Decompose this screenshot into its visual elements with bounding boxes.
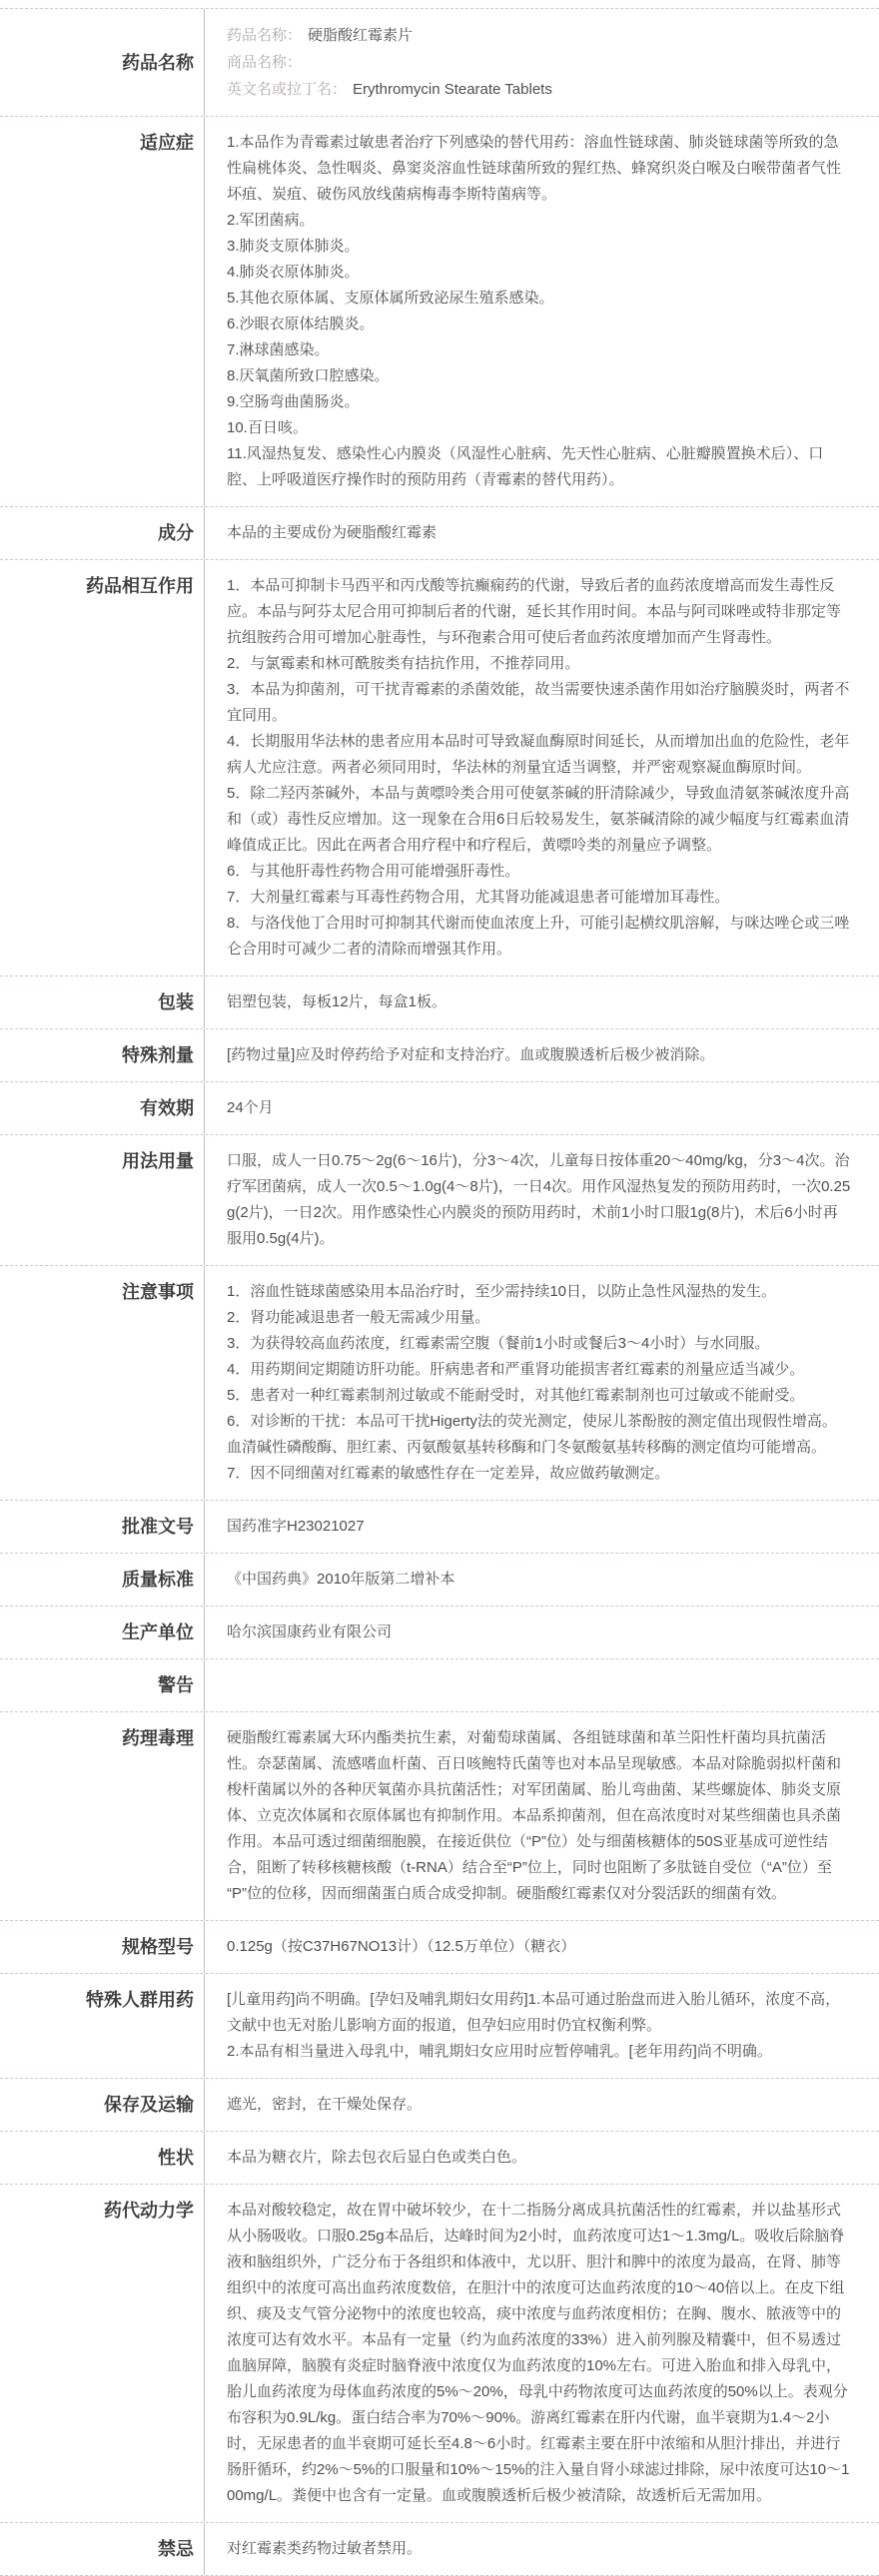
content-line: 7．因不同细菌对红霉素的敏感性存在一定差异，故应做药敏测定。: [227, 1465, 670, 1482]
section-label: 性状: [158, 2148, 194, 2168]
section-label: 成分: [158, 523, 194, 543]
section-content: [204, 1659, 879, 1711]
table-row: [0, 1082, 879, 1135]
content-line: 1．溶血性链球菌感染用本品治疗时，至少需持续10日，以防止急性风湿热的发生。: [227, 1283, 777, 1300]
field-value: 硬脂酸红霉素片: [308, 27, 414, 44]
section-content: [204, 2079, 879, 2131]
content-line: 遮光，密封，在干燥处保存。: [227, 2096, 423, 2113]
field-line: [227, 49, 851, 76]
section-label: 适应症: [140, 133, 194, 153]
content-line: 2．肾功能减退患者一般无需减少用量。: [227, 1309, 490, 1326]
content-line: 对红霉素类药物过敏者禁用。: [227, 2540, 423, 2557]
field-line: [227, 76, 851, 103]
section-content: [204, 117, 879, 506]
section-content: [204, 1554, 879, 1606]
section-label: 质量标准: [122, 1570, 194, 1590]
content-line: 8.厌氧菌所致口腔感染。: [227, 367, 390, 384]
content-line: 本品对酸较稳定，故在胃中破坏较少，在十二指肠分离成具抗菌活性的红霉素，并以盐基形式从小肠吸收。口服0.25g本品后，达峰时间为2小时，血药浓度可达1～1.3mg/L。吸收后除脑脊液和脑组织外，广泛分布于各组织和体液中，尤以肝、胆汁和脾中的浓度为最高，在肾、肺等组织中的浓度可高出血药浓度数倍，在胆汁中的浓度可达血药浓度的10～40倍以上。在皮下组织、痰及支气管分泌物中的浓度也较高，痰中浓度与血药浓度相仿；在胸、腹水、脓液等中的浓度可达有效水平。本品有一定量（约为血药浓度的33%）进入前列腺及精囊中，但不易透过血脑屏障，脑膜有炎症时脑脊液中浓度仅为血药浓度的10%左右。可进入胎血和排入母乳中，胎儿血药浓度为母体血药浓度的5%～20%，母乳中药物浓度可达血药浓度的50%以上。表观分布容积为0.9L/kg。蛋白结合率为70%～90%。游离红霉素在肝内代谢，血半衰期为1.4～2小时，无尿患者的血半衰期可延长至4.8～6小时。红霉素主要在肝中浓缩和从胆汁排出，并进行肠肝循环，约2%～5%的口服量和10%～15%的注入量自肾小球滤过排除，尿中浓度可达10～100mg/L。粪便中也含有一定量。血或腹膜透析后极少被清除，故透析后无需加用。: [227, 2202, 850, 2504]
table-row: [0, 1659, 879, 1712]
table-row: [0, 560, 879, 976]
section-label: 保存及运输: [104, 2095, 194, 2115]
content-line: 2．与氯霉素和林可酰胺类有拮抗作用，不推荐同用。: [227, 655, 580, 672]
section-label: 注意事项: [122, 1282, 194, 1302]
section-content: [204, 1974, 879, 2078]
section-label: 用法用量: [122, 1151, 194, 1171]
content-line: [227, 1672, 851, 1698]
field-label: 商品名称：: [227, 54, 303, 71]
section-content: [204, 9, 879, 116]
section-label: 包装: [158, 992, 194, 1012]
section-content: [204, 2523, 879, 2575]
section-content: [204, 976, 879, 1028]
table-row: [0, 976, 879, 1029]
content-line: 《中国药典》2010年版第二增补本: [227, 1571, 455, 1588]
section-label: 药品相互作用: [86, 576, 194, 596]
content-line: 硬脂酸红霉素属大环内酯类抗生素，对葡萄球菌属、各组链球菌和革兰阳性杆菌均具抗菌活性。奈瑟菌属、流感嗜血杆菌、百日咳鲍特氏菌等也对本品呈现敏感。本品对除脆弱拟杆菌和梭杆菌属以外的各种厌氧菌亦具抗菌活性；对军团菌属、胎儿弯曲菌、某些螺旋体、肺炎支原体、立克次体属和衣原体属也有抑制作用。本品系抑菌剂，但在高浓度时对某些细菌也具杀菌作用。本品可透过细菌细胞膜，在接近供位（“P”位）处与细菌核糖体的50S亚基成可逆性结合，阻断了转移核糖核酸（t-RNA）结合至“P”位上，同时也阻断了多肽链自受位（“A”位）至“P”位的位移，因而细菌蛋白质合成受抑制。硬脂酸红霉素仅对分裂活跃的细菌有效。: [227, 1729, 842, 1902]
field-label: 英文名或拉丁名：: [227, 81, 348, 98]
content-line: 铝塑包装，每板12片，每盒1板。: [227, 993, 447, 1010]
table-row: [0, 1712, 879, 1921]
section-content: [204, 560, 879, 975]
table-row: [0, 2079, 879, 2132]
section-label: 生产单位: [122, 1622, 194, 1642]
table-row: [0, 2132, 879, 2185]
section-content: [204, 1266, 879, 1500]
section-label: 特殊人群用药: [86, 1990, 194, 2010]
section-content: [204, 1029, 879, 1081]
content-line: 2.军团菌病。: [227, 212, 315, 229]
content-line: 4.肺炎衣原体肺炎。: [227, 264, 360, 281]
section-content: [204, 1135, 879, 1265]
table-row: [0, 1135, 879, 1266]
table-row: [0, 117, 879, 507]
table-row: [0, 1607, 879, 1659]
table-row: [0, 1029, 879, 1082]
table-row: [0, 507, 879, 560]
section-label: 批准文号: [122, 1517, 194, 1537]
content-line: 1．本品可抑制卡马西平和丙戊酸等抗癫痫药的代谢，导致后者的血药浓度增高而发生毒性反应。本品与阿芬太尼合用可抑制后者的代谢，延长其作用时间。本品与阿司咪唑或特非那定等抗组胺药合用可增加心脏毒性，与环孢素合用可使后者血药浓度增加而产生肾毒性。: [227, 577, 842, 646]
content-line: 1.本品作为青霉素过敏患者治疗下列感染的替代用药：溶血性链球菌、肺炎链球菌等所致的急性扁桃体炎、急性咽炎、鼻窦炎溶血性链球菌所致的猩红热、蜂窝织炎白喉及白喉带菌者气性坏疽、炭疽、破伤风放线菌病梅毒李斯特菌病等。: [227, 134, 842, 203]
content-line: 本品的主要成份为硬脂酸红霉素: [227, 524, 438, 541]
drug-info-table: [0, 8, 879, 2576]
content-line: 哈尔滨国康药业有限公司: [227, 1623, 393, 1640]
content-line: 24个月: [227, 1099, 274, 1116]
field-label: 药品名称：: [227, 27, 303, 44]
section-content: [204, 1712, 879, 1920]
field-value: Erythromycin Stearate Tablets: [353, 81, 552, 98]
content-line: 5．除二羟丙茶碱外，本品与黄嘌呤类合用可使氨茶碱的肝清除减少，导致血清氨茶碱浓度升高和（或）毒性反应增加。这一现象在合用6日后较易发生，氨茶碱清除的减少幅度与红霉素血清峰值成正比。因此在两者合用疗程中和疗程后，黄嘌呤类的剂量应予调整。: [227, 785, 850, 854]
content-line: 4．用药期间定期随访肝功能。肝病患者和严重肾功能损害者红霉素的剂量应适当减少。: [227, 1361, 805, 1378]
section-content: [204, 1607, 879, 1658]
content-line: 3．本品为抑菌剂，可干扰青霉素的杀菌效能，故当需要快速杀菌作用如治疗脑膜炎时，两者不宜同用。: [227, 681, 850, 724]
content-line: [儿童用药]尚不明确。[孕妇及哺乳期妇女用药]1.本品可通过胎盘而进入胎儿循环，浓度不高，文献中也无对胎儿影响方面的报道，但孕妇应用时仍宜权衡利弊。: [227, 1991, 841, 2034]
section-content: [204, 2132, 879, 2184]
table-row: [0, 2523, 879, 2576]
section-content: [204, 1921, 879, 1973]
content-line: 2.本品有相当量进入母乳中，哺乳期妇女应用时应暂停哺乳。[老年用药]尚不明确。: [227, 2043, 772, 2060]
section-label: 药代动力学: [104, 2201, 194, 2221]
content-line: [药物过量]应及时停药给予对症和支持治疗。血或腹膜透析后极少被消除。: [227, 1046, 715, 1063]
content-line: 11.风湿热复发、感染性心内膜炎（风湿性心脏病、先天性心脏病、心脏瓣膜置换术后）、口腔、上呼吸道医疗操作时的预防用药（青霉素的替代用药）。: [227, 445, 824, 488]
table-row: [0, 1921, 879, 1974]
table-row: [0, 2185, 879, 2523]
content-line: 10.百日咳。: [227, 419, 308, 436]
content-line: 9.空肠弯曲菌肠炎。: [227, 393, 360, 410]
section-content: [204, 2185, 879, 2522]
content-line: 3.肺炎支原体肺炎。: [227, 238, 360, 255]
table-row: [0, 1266, 879, 1501]
table-row: [0, 1554, 879, 1607]
content-line: 8．与洛伐他丁合用时可抑制其代谢而使血浓度上升，可能引起横纹肌溶解，与咪达唑仑或三唑仑合用时可减少二者的清除而增强其作用。: [227, 915, 850, 958]
section-label: 禁忌: [158, 2539, 194, 2559]
section-label: 规格型号: [122, 1937, 194, 1957]
content-line: 6．对诊断的干扰：本品可干扰Higerty法的荧光测定，使尿儿茶酚胺的测定值出现假性增高。血清碱性磷酸酶、胆红素、丙氨酸氨基转移酶和门冬氨酸氨基转移酶的测定值均可能增高。: [227, 1413, 837, 1456]
content-line: 口服，成人一日0.75～2g(6～16片)，分3～4次，儿童每日按体重20～40mg/kg，分3～4次。治疗军团菌病，成人一次0.5～1.0g(4～8片)，一日4次。用作风湿热复发的预防用药时，一次0.25g(2片)，一日2次。用作感染性心内膜炎的预防用药时，术前1小时口服1g(8片)，术后6小时再服用0.5g(4片)。: [227, 1152, 851, 1247]
field-line: [227, 22, 851, 49]
content-line: 5.其他衣原体属、支原体属所致泌尿生殖系感染。: [227, 290, 554, 307]
content-line: 3．为获得较高血药浓度，红霉素需空腹（餐前1小时或餐后3～4小时）与水同服。: [227, 1335, 770, 1352]
section-content: [204, 507, 879, 559]
table-row: [0, 1974, 879, 2079]
section-label: 特殊剂量: [122, 1045, 194, 1065]
content-line: 0.125g（按C37H67NO13计）（12.5万单位）（糖衣）: [227, 1938, 576, 1955]
section-label: 药品名称: [122, 52, 194, 73]
content-line: 本品为糖衣片，除去包衣后显白色或类白色。: [227, 2149, 527, 2166]
table-row: [0, 9, 879, 117]
section-label: 有效期: [140, 1098, 194, 1118]
section-content: [204, 1082, 879, 1134]
content-line: 4．长期服用华法林的患者应用本品时可导致凝血酶原时间延长，从而增加出血的危险性，老年病人尤应注意。两者必须同用时，华法林的剂量宜适当调整，并严密观察凝血酶原时间。: [227, 733, 850, 776]
content-line: 7.淋球菌感染。: [227, 341, 330, 358]
section-label: 药理毒理: [122, 1728, 194, 1748]
table-row: [0, 1501, 879, 1554]
content-line: 6.沙眼衣原体结膜炎。: [227, 316, 375, 332]
section-label: 警告: [158, 1675, 194, 1695]
content-line: 国药准字H23021027: [227, 1518, 365, 1535]
content-line: 5．患者对一种红霉素制剂过敏或不能耐受时，对其他红霉素制剂也可过敏或不能耐受。: [227, 1387, 805, 1404]
content-line: 7．大剂量红霉素与耳毒性药物合用，尤其肾功能减退患者可能增加耳毒性。: [227, 889, 730, 906]
section-content: [204, 1501, 879, 1553]
content-line: 6．与其他肝毒性药物合用可能增强肝毒性。: [227, 863, 520, 880]
